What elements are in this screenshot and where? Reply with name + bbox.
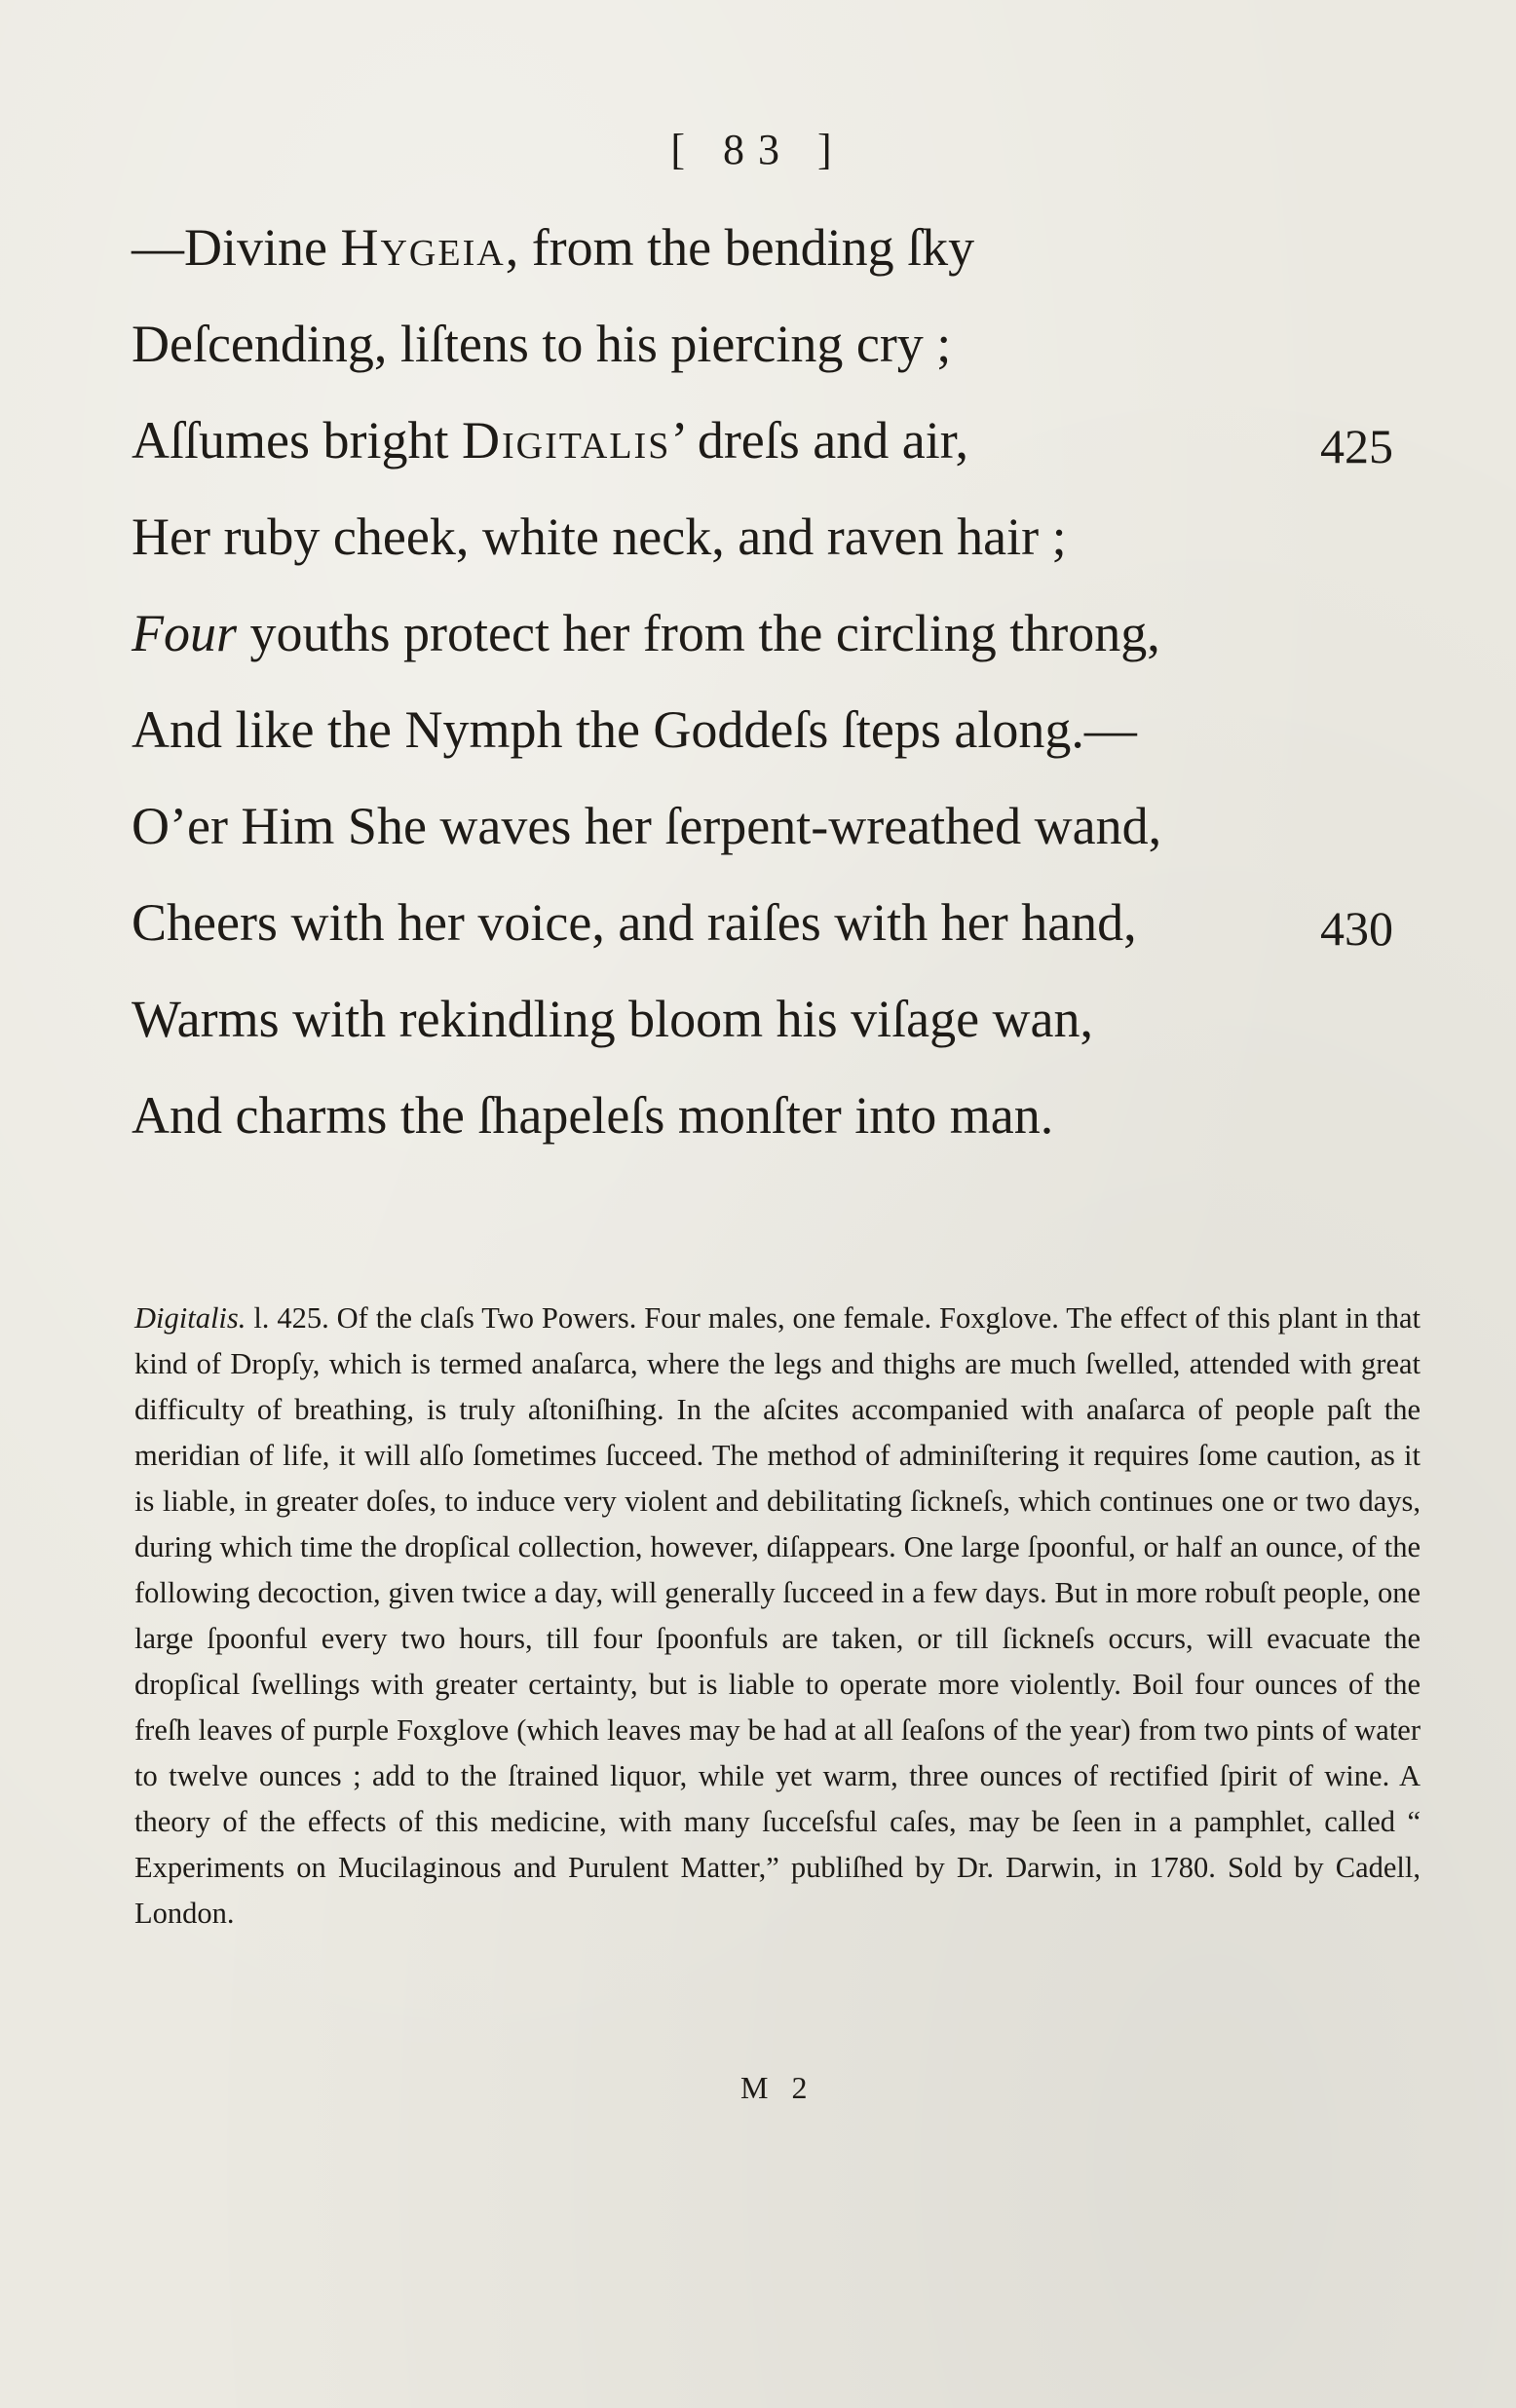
line-number: 425 bbox=[1320, 419, 1393, 473]
verse-text: Her ruby cheek, white neck, and raven hair ; bbox=[132, 508, 1067, 566]
verse-line bbox=[132, 489, 1418, 585]
verse-line bbox=[132, 778, 1418, 875]
footnote bbox=[134, 1296, 1421, 1937]
line-number: 430 bbox=[1320, 901, 1393, 956]
verse-text: Four bbox=[132, 604, 237, 662]
verse-text: Digitalis bbox=[461, 411, 671, 470]
verse-line bbox=[132, 296, 1418, 393]
verse-line bbox=[132, 200, 1418, 296]
verse-line bbox=[132, 971, 1418, 1068]
verse-text: Cheers with her voice, and raiſes with her hand, bbox=[132, 893, 1137, 952]
verse-text: —Divine bbox=[132, 218, 341, 277]
verse-line bbox=[132, 875, 1418, 971]
verse-line bbox=[132, 1068, 1418, 1164]
verse-text: And charms the ſhapeleſs monſter into man. bbox=[132, 1086, 1054, 1145]
verse-text: And like the Nymph the Goddeſs ſteps along.— bbox=[132, 700, 1137, 759]
verse-text: , from the bending ſky bbox=[505, 218, 975, 277]
signature-mark: M 2 bbox=[740, 2070, 815, 2105]
verse-line bbox=[132, 682, 1418, 778]
verse-text: Warms with rekindling bloom his viſage wan, bbox=[132, 990, 1094, 1048]
verse-text: ’ dreſs and air, bbox=[670, 411, 969, 470]
footnote-lead: Digitalis. bbox=[134, 1301, 246, 1335]
verse-line bbox=[132, 393, 1418, 489]
verse-line bbox=[132, 585, 1418, 682]
page-number: [ 83 ] bbox=[670, 126, 846, 173]
verse-text: Hygeia bbox=[340, 218, 506, 277]
verse-text: O’er Him She waves her ſerpent-wreathed wand, bbox=[132, 797, 1162, 855]
verse-text: youths protect her from the circling throng, bbox=[237, 604, 1160, 662]
verse-text: Aſſumes bright bbox=[132, 411, 462, 470]
footnote-body: l. 425. Of the claſs Two Powers. Four males, one female. Foxglove. The effect of this plant in that kind of Dropſy, which is termed anaſarca, where the legs and thighs are much ſwelled, attended with great difficulty of breathing, is truly aſtoniſhing. In the aſcites accompanied with anaſarca of people paſt the meridian of life, it will alſo ſometimes ſucceed. The method of adminiſtering it requires ſome caution, as it is liable, in greater doſes, to induce very violent and debilitating ſickneſs, which continues one or two days, during which time the dropſical collection, however, diſappears. One large ſpoonful, or half an ounce, of the following decoction, given twice a day, will generally ſucceed in a few days. But in more robuſt people, one large ſpoonful every two hours, till four ſpoonfuls are taken, or till ſickneſs occurs, will evacuate the dropſical ſwellings with greater certainty, but is liable to operate more violently. Boil four ounces of the freſh leaves of purple Foxglove (which leaves may be had at all ſeaſons of the year) from two pints of water to twelve ounces ; add to the ſtrained liquor, while yet warm, three ounces of rectified ſpirit of wine. A theory of the effects of this medicine, with many ſucceſsful caſes, may be ſeen in a pamphlet, called “ Experiments on Mucilaginous and Purulent Matter,” publiſhed by Dr. Darwin, in 1780. Sold by Cadell, London. bbox=[134, 1301, 1421, 1930]
verse-text: Deſcending, liſtens to his piercing cry ; bbox=[132, 315, 952, 373]
verse-block bbox=[132, 200, 1418, 1164]
